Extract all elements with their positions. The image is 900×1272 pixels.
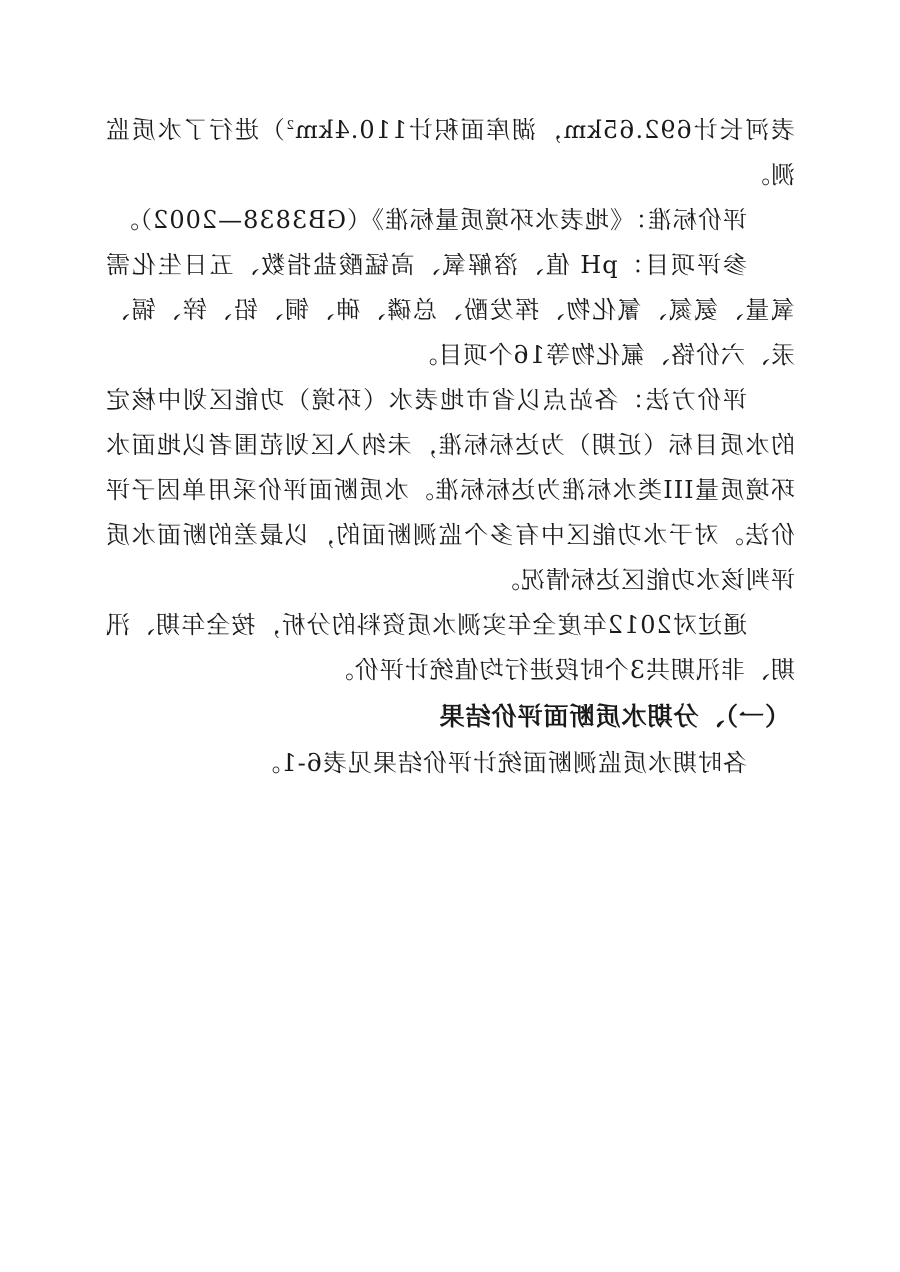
- paragraph-monitoring-scope: [105, 108, 795, 198]
- paragraph-text: 表河长计692.65km，湖库面积计110.4km: [294, 116, 795, 144]
- superscript-exponent: 2: [285, 118, 295, 132]
- section-heading: （一）、分期水质断面评价结果: [438, 702, 790, 731]
- paragraph-text: ）进行了水质监测。: [105, 116, 795, 189]
- paragraph-evaluation-standard: 评价标准：《地表水环境质量标准》（GB3838—2002）。: [114, 206, 747, 234]
- paragraph-evaluation-items: 参评项目：pH 值、溶解氧、高锰酸盐指数、五日生化需氧量、氨氮、氰化物、挥发酚、总磷、砷、铜、铅、锌、镉、汞、六价铬、氟化物等16个项目。: [105, 251, 795, 369]
- paragraph-evaluation-method: 评价方法：各站点以省市地表水（环境）功能区划中核定的水质目标（近期）为达标标准，未纳入区划范围者以地面水环境质量III类水标准为达标标准。水质断面评价采用单因子评价法。对于水功能区中有多个监测断面的，以最差的断面水质评判该水功能区达标情况。: [105, 386, 795, 594]
- document-body: [105, 108, 795, 786]
- paragraph-period-analysis: 通过对2012年度全年实测水质资料的分析，按全年期、汛期、非汛期共3个时段进行均值统计评价。: [105, 611, 795, 684]
- paragraph-table-reference: 各时期水质监测断面统计评价结果见表6-1。: [255, 749, 747, 777]
